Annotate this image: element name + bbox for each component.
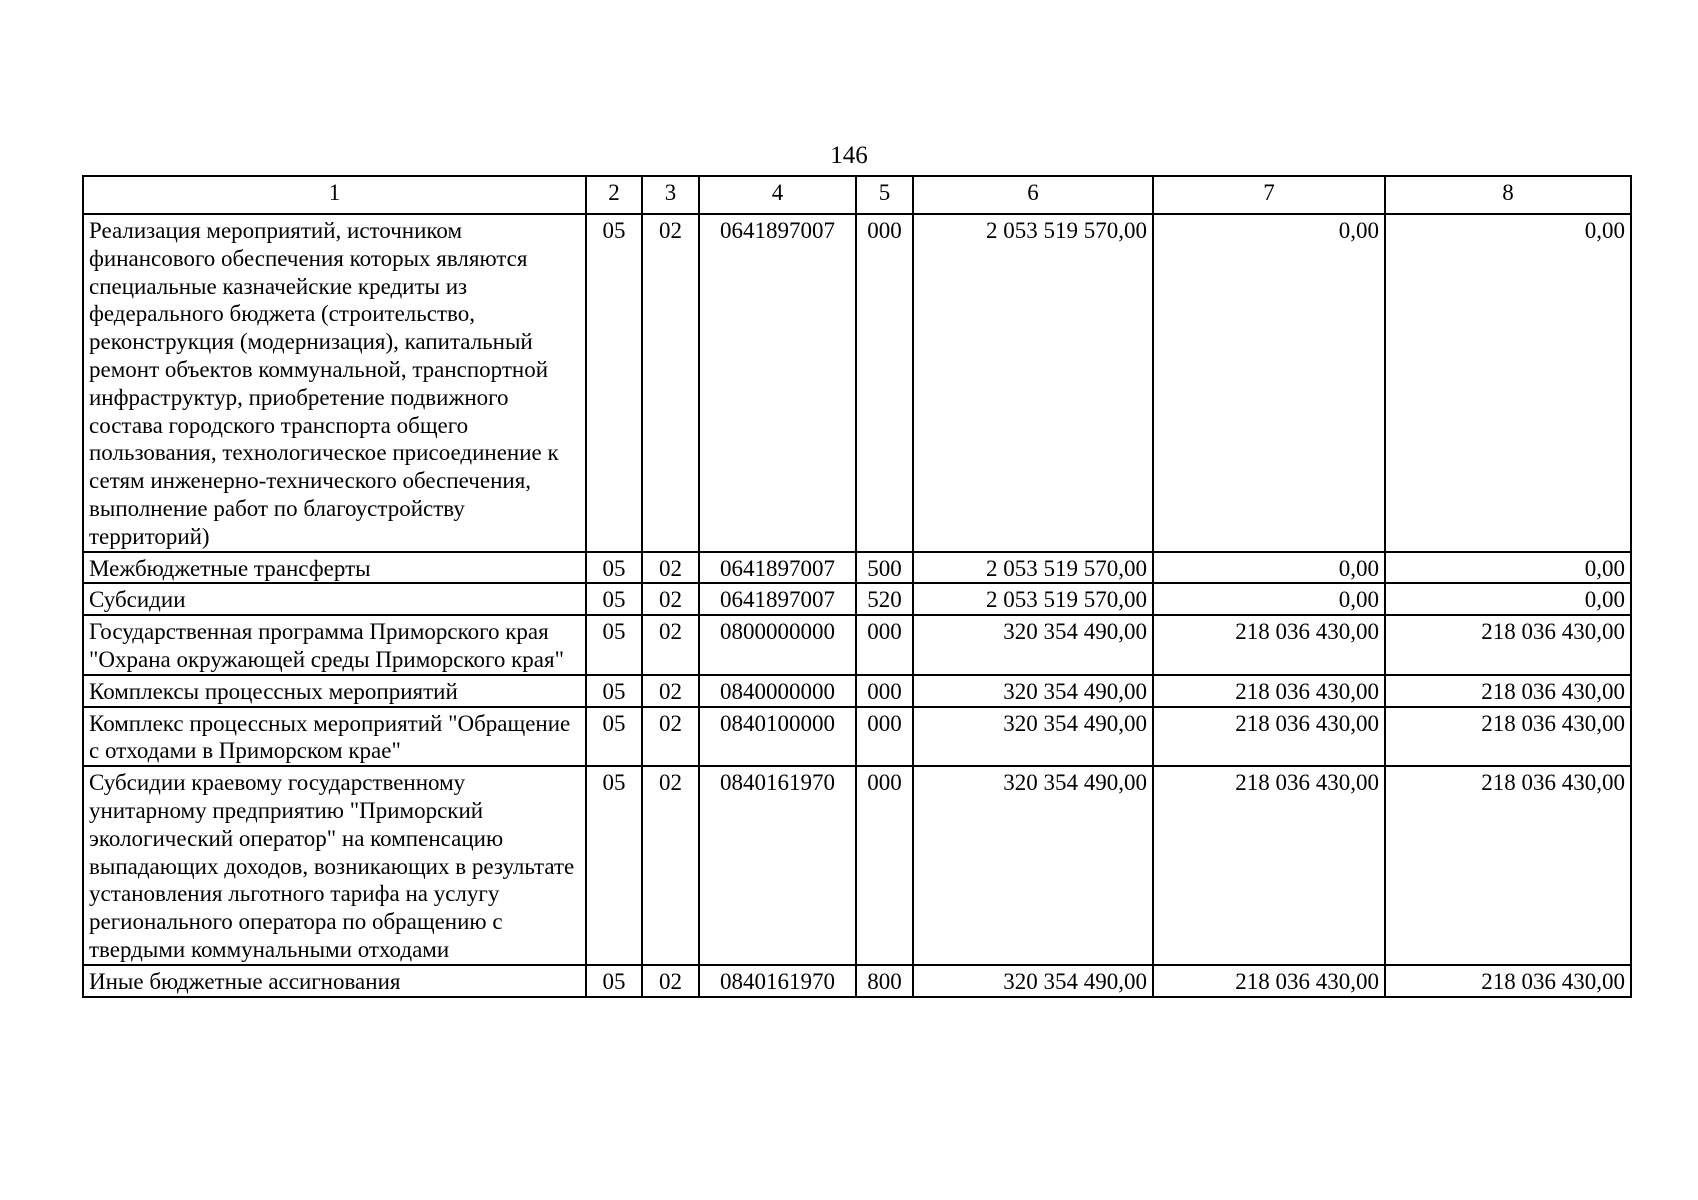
target-article-code: 0840161970 bbox=[699, 965, 856, 997]
amount-col7: 218 036 430,00 bbox=[1153, 675, 1385, 707]
subsection-code: 02 bbox=[642, 675, 699, 707]
expense-type-code: 520 bbox=[856, 583, 913, 615]
page-number: 146 bbox=[830, 142, 868, 169]
subsection-code: 02 bbox=[642, 707, 699, 767]
amount-col7: 0,00 bbox=[1153, 552, 1385, 584]
table-row bbox=[83, 675, 1631, 707]
table-row bbox=[83, 965, 1631, 997]
section-code: 05 bbox=[586, 214, 642, 552]
amount-col6: 320 354 490,00 bbox=[913, 965, 1153, 997]
row-name: Иные бюджетные ассигнования bbox=[83, 965, 586, 997]
subsection-code: 02 bbox=[642, 965, 699, 997]
row-name: Межбюджетные трансферты bbox=[83, 552, 586, 584]
amount-col7: 0,00 bbox=[1153, 583, 1385, 615]
expense-type-code: 800 bbox=[856, 965, 913, 997]
table-row bbox=[83, 707, 1631, 767]
table-row bbox=[83, 214, 1631, 552]
amount-col8: 0,00 bbox=[1385, 583, 1631, 615]
amount-col6: 2 053 519 570,00 bbox=[913, 214, 1153, 552]
section-code: 05 bbox=[586, 766, 642, 965]
amount-col6: 320 354 490,00 bbox=[913, 766, 1153, 965]
amount-col8: 218 036 430,00 bbox=[1385, 766, 1631, 965]
target-article-code: 0840100000 bbox=[699, 707, 856, 767]
section-code: 05 bbox=[586, 583, 642, 615]
column-header: 2 bbox=[586, 176, 642, 214]
row-name: Реализация мероприятий, источником финансового обеспечения которых являются специальные казначейские кредиты из федерального бюджета (строительство, реконструкция (модернизация), капитальный ремонт объектов коммунальной, транспортной инфраструктур, приобретение подвижного состава городского транспорта общего пользования, технологическое присоединение к сетям инженерно-технического обеспечения, выполнение работ по благоустройству территорий) bbox=[83, 214, 586, 552]
section-code: 05 bbox=[586, 707, 642, 767]
amount-col8: 0,00 bbox=[1385, 552, 1631, 584]
section-code: 05 bbox=[586, 615, 642, 675]
expense-type-code: 000 bbox=[856, 707, 913, 767]
subsection-code: 02 bbox=[642, 552, 699, 584]
amount-col7: 218 036 430,00 bbox=[1153, 615, 1385, 675]
expense-type-code: 000 bbox=[856, 615, 913, 675]
section-code: 05 bbox=[586, 965, 642, 997]
target-article-code: 0800000000 bbox=[699, 615, 856, 675]
row-name: Комплекс процессных мероприятий "Обращение с отходами в Приморском крае" bbox=[83, 707, 586, 767]
column-header: 6 bbox=[913, 176, 1153, 214]
row-name: Субсидии bbox=[83, 583, 586, 615]
amount-col8: 218 036 430,00 bbox=[1385, 675, 1631, 707]
amount-col7: 0,00 bbox=[1153, 214, 1385, 552]
amount-col7: 218 036 430,00 bbox=[1153, 707, 1385, 767]
table-row bbox=[83, 766, 1631, 965]
row-name: Государственная программа Приморского края "Охрана окружающей среды Приморского края" bbox=[83, 615, 586, 675]
section-code: 05 bbox=[586, 552, 642, 584]
column-header: 7 bbox=[1153, 176, 1385, 214]
expense-type-code: 000 bbox=[856, 766, 913, 965]
table-row bbox=[83, 583, 1631, 615]
budget-table bbox=[82, 175, 1632, 998]
expense-type-code: 500 bbox=[856, 552, 913, 584]
expense-type-code: 000 bbox=[856, 214, 913, 552]
subsection-code: 02 bbox=[642, 766, 699, 965]
column-header: 4 bbox=[699, 176, 856, 214]
column-header: 5 bbox=[856, 176, 913, 214]
amount-col7: 218 036 430,00 bbox=[1153, 965, 1385, 997]
amount-col8: 218 036 430,00 bbox=[1385, 615, 1631, 675]
amount-col7: 218 036 430,00 bbox=[1153, 766, 1385, 965]
column-header: 3 bbox=[642, 176, 699, 214]
target-article-code: 0840161970 bbox=[699, 766, 856, 965]
target-article-code: 0840000000 bbox=[699, 675, 856, 707]
table-row bbox=[83, 615, 1631, 675]
amount-col6: 2 053 519 570,00 bbox=[913, 552, 1153, 584]
target-article-code: 0641897007 bbox=[699, 214, 856, 552]
header-row bbox=[83, 176, 1631, 214]
amount-col8: 218 036 430,00 bbox=[1385, 965, 1631, 997]
amount-col8: 0,00 bbox=[1385, 214, 1631, 552]
row-name: Комплексы процессных мероприятий bbox=[83, 675, 586, 707]
subsection-code: 02 bbox=[642, 615, 699, 675]
expense-type-code: 000 bbox=[856, 675, 913, 707]
amount-col6: 2 053 519 570,00 bbox=[913, 583, 1153, 615]
amount-col6: 320 354 490,00 bbox=[913, 707, 1153, 767]
amount-col8: 218 036 430,00 bbox=[1385, 707, 1631, 767]
target-article-code: 0641897007 bbox=[699, 552, 856, 584]
row-name: Субсидии краевому государственному унитарному предприятию "Приморский экологический оператор" на компенсацию выпадающих доходов, возникающих в результате установления льготного тарифа на услугу регионального оператора по обращению с твердыми коммунальными отходами bbox=[83, 766, 586, 965]
subsection-code: 02 bbox=[642, 583, 699, 615]
target-article-code: 0641897007 bbox=[699, 583, 856, 615]
subsection-code: 02 bbox=[642, 214, 699, 552]
amount-col6: 320 354 490,00 bbox=[913, 675, 1153, 707]
section-code: 05 bbox=[586, 675, 642, 707]
amount-col6: 320 354 490,00 bbox=[913, 615, 1153, 675]
table-row bbox=[83, 552, 1631, 584]
column-header: 8 bbox=[1385, 176, 1631, 214]
column-header: 1 bbox=[83, 176, 586, 214]
